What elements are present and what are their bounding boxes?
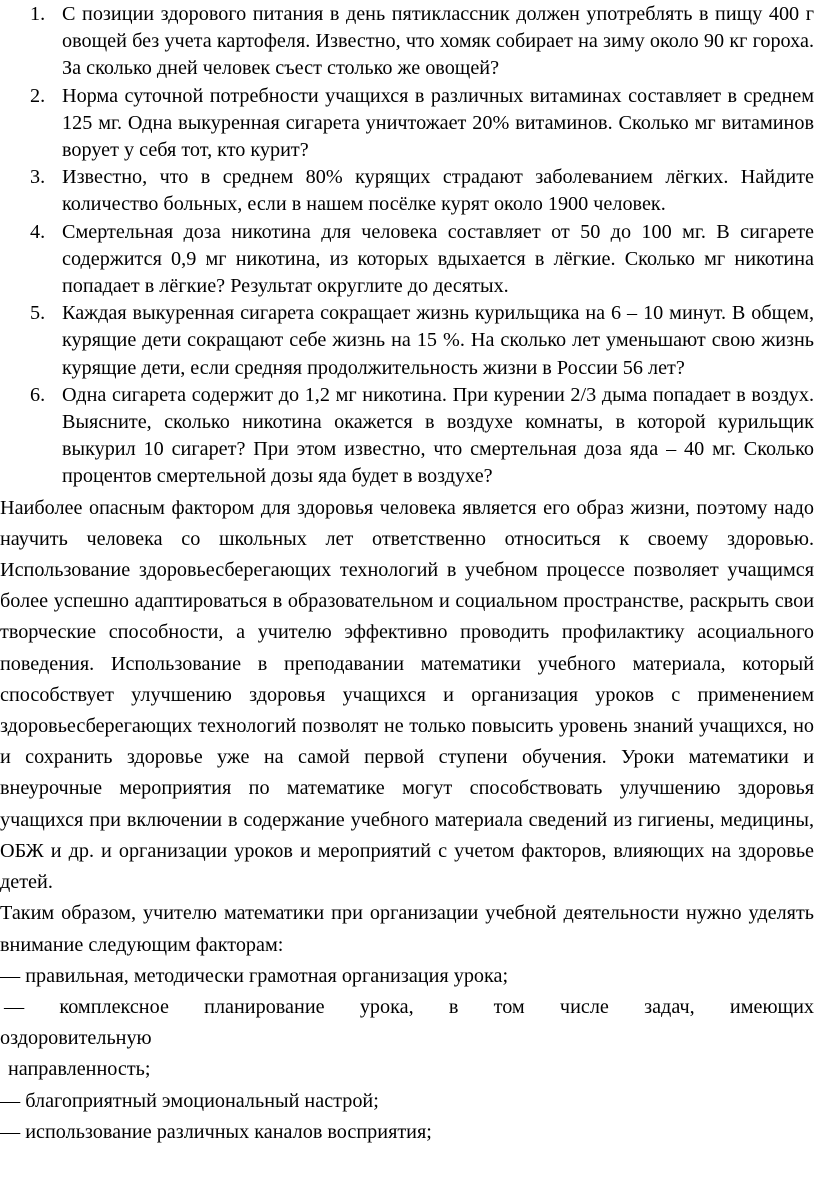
problem-text: Известно, что в среднем 80% курящих страдают заболеванием лёгких. Найдите количество больных, если в нашем посёлке курят около 1900 человек. [62, 166, 814, 216]
problem-item [0, 1, 816, 83]
problem-number: 5. [30, 302, 46, 325]
factor-item-continuation: оздоровительную [0, 1027, 152, 1050]
problem-text: Смертельная доза никотина для человека составляет от 50 до 100 мг. В сигарете содержится 0,9 мг никотина, из которых вдыхается в лёгкие. Сколько мг никотина попадает в лёгкие? Результат округлите до десятых. [62, 220, 814, 298]
problem-number: 6. [30, 383, 46, 406]
factors-list [0, 961, 816, 1148]
problem-number: 3. [30, 166, 46, 189]
factor-item: — использование различных каналов восприятия; [0, 1120, 432, 1143]
factor-item: — благоприятный эмоциональный настрой; [0, 1089, 379, 1112]
problem-item [0, 83, 816, 165]
problem-number: 4. [30, 220, 46, 243]
body-paragraph: Таким образом, учителю математики при организации учебной деятельности нужно уделять внимание следующим факторам: [0, 902, 814, 956]
problems-list [0, 1, 816, 491]
factor-item: — правильная, методически грамотная организация урока; [0, 964, 509, 987]
problem-text: Одна сигарета содержит до 1,2 мг никотина. При курении 2/3 дыма попадает в воздух. Выясните, сколько никотина окажется в воздухе комнаты, в которой курильщик выкурил 10 сигарет? При этом известно, что смертельная доза яда – 40 мг. Сколько процентов смертельной дозы яда будет в воздухе? [62, 383, 814, 488]
factor-item: — комплексное планирование урока, в том числе задач, имеющих [4, 995, 814, 1018]
problem-item [0, 300, 816, 382]
problem-item [0, 382, 816, 491]
problem-number: 2. [30, 84, 46, 107]
problem-item [0, 164, 816, 218]
factor-item-continuation: направленность; [8, 1058, 151, 1081]
problem-number: 1. [30, 3, 46, 25]
problem-text: Норма суточной потребности учащихся в различных витаминах составляет в среднем 125 мг. Одна выкуренная сигарета уничтожает 20% витаминов. Сколько мг витаминов ворует у себя тот, кто курит? [62, 84, 814, 162]
problem-text: Каждая выкуренная сигарета сокращает жизнь курильщика на 6 – 10 минут. В общем, курящие дети сокращают себе жизнь на 15 %. На сколько лет уменьшают свою жизнь курящие дети, если средняя продолжительность жизни в России 56 лет? [62, 302, 814, 379]
problem-text: С позиции здорового питания в день пятиклассник должен употреблять в пищу 400 г овощей без учета картофеля. Известно, что хомяк собирает на зиму около 90 кг гороха. За сколько дней человек съест столько же овощей? [62, 3, 814, 80]
problem-item [0, 219, 816, 301]
body-paragraph: Наиболее опасным фактором для здоровья человека является его образ жизни, поэтому надо научить человека со школьных лет ответственно относиться к своему здоровью. Использование здоровьесберегающих технологий в учебном процессе позволяет учащимся более успешно адаптироваться в образовательном и социальном пространстве, раскрыть свои творческие способности, а учителю эффективно проводить профилактику асоциального поведения. Использование в преподавании математики учебного материала, который способствует улучшению здоровья учащихся и организация уроков с применением здоровьесберегающих технологий позволят не только повысить уровень знаний учащихся, но и сохранить здоровье уже на самой первой ступени обучения. Уроки математики и внеурочные мероприятия по математике могут способствовать улучшению здоровья учащихся при включении в содержание учебного материала сведений из гигиены, медицины, ОБЖ и др. и организации уроков и мероприятий с учетом факторов, влияющих на здоровье детей. [0, 496, 814, 894]
